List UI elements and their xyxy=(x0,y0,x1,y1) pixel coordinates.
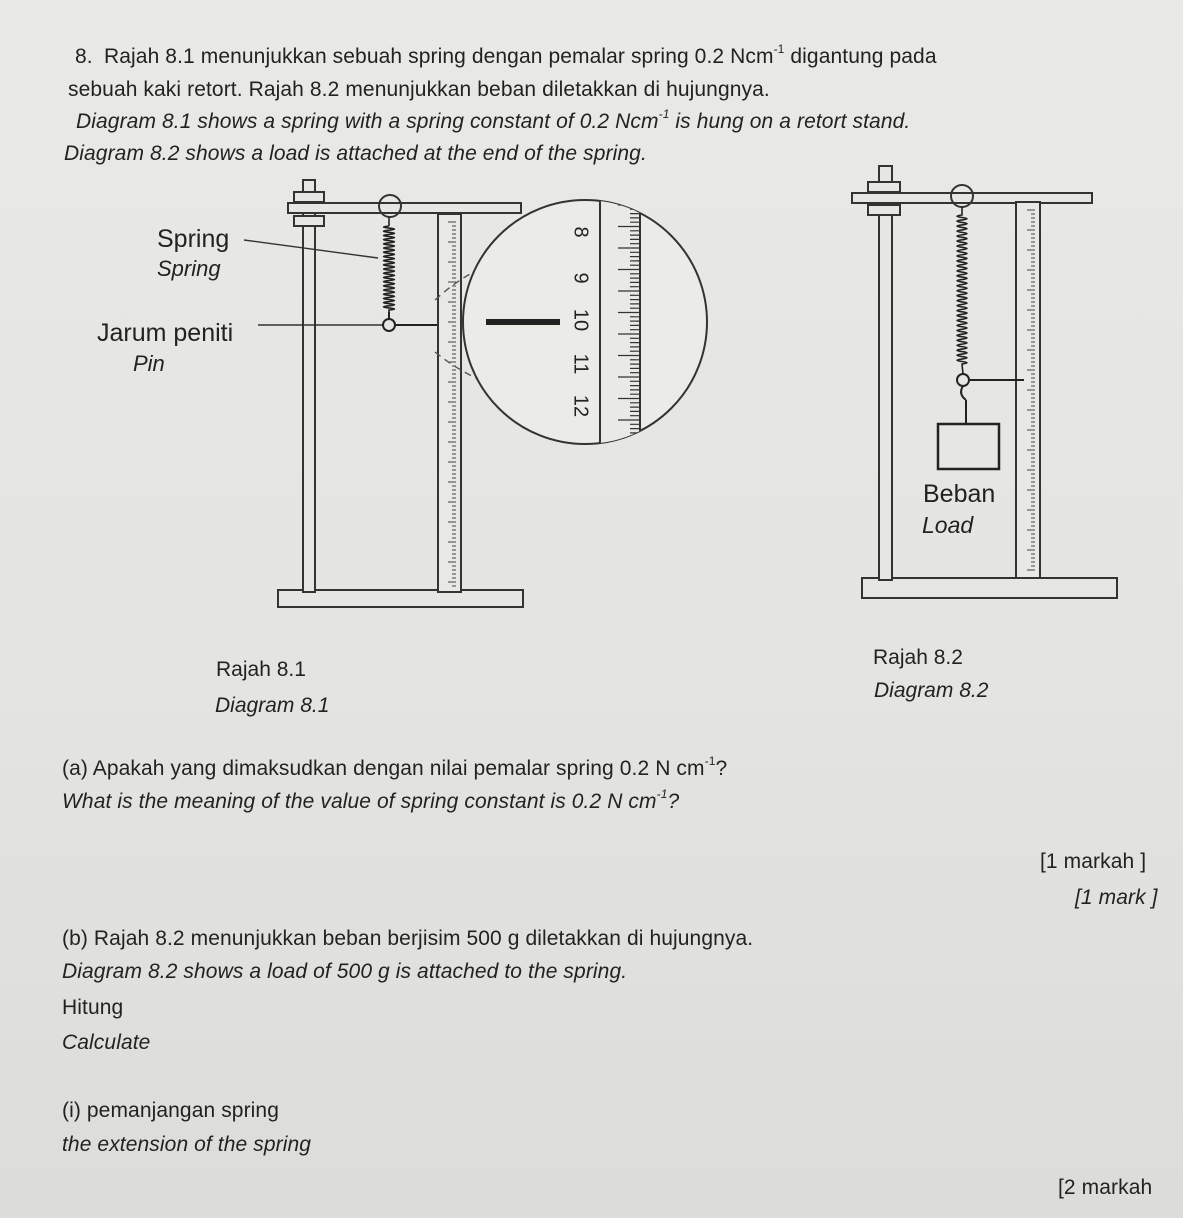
retort-rod-2 xyxy=(879,166,892,580)
part-a-marks-english: [1 mark ] xyxy=(1075,886,1158,909)
intro-malay-1a: Rajah 8.1 menunjukkan sebuah spring dengan pemalar spring 0.2 Ncm xyxy=(104,45,774,68)
part-a-english-text: What is the meaning of the value of spring constant is 0.2 N cm xyxy=(62,790,657,813)
caption-diagram-2-malay: Rajah 8.2 xyxy=(873,646,963,669)
meter-rule-2 xyxy=(1016,202,1040,578)
caption-diagram-2-english: Diagram 8.2 xyxy=(874,679,989,702)
pin-2 xyxy=(957,374,1024,400)
label-spring-malay: Spring xyxy=(157,225,230,253)
scale-label-10: 10 xyxy=(569,308,592,332)
scale-label-11: 11 xyxy=(569,353,592,375)
intro-malay-1b: digantung pada xyxy=(784,45,937,68)
intro-malay-line-2: sebuah kaki retort. Rajah 8.2 menunjukkan beban diletakkan di hujungnya. xyxy=(68,78,770,101)
clamp-1-bottom xyxy=(294,216,324,226)
pin-1 xyxy=(383,312,438,331)
part-a-english-qmark: ? xyxy=(667,790,680,813)
calculate-english: Calculate xyxy=(62,1031,151,1054)
intro-english-1b: is hung on a retort stand. xyxy=(669,110,911,133)
part-a-english xyxy=(62,787,680,814)
unit-superscript: -1 xyxy=(656,787,668,801)
label-load-english: Load xyxy=(922,512,974,538)
calculate-malay: Hitung xyxy=(62,996,124,1019)
part-a-malay xyxy=(62,754,728,781)
clamp-1-top xyxy=(294,192,324,202)
label-spring-english: Spring xyxy=(157,256,221,281)
intro-english-1a: Diagram 8.1 shows a spring with a spring constant of 0.2 Ncm xyxy=(76,110,659,133)
unit-superscript: -1 xyxy=(658,107,670,121)
unit-superscript: -1 xyxy=(773,42,785,56)
part-a-malay-text: (a) Apakah yang dimaksudkan dengan nilai pemalar spring 0.2 N cm xyxy=(62,757,705,780)
label-pin-english: Pin xyxy=(133,351,165,376)
intro-english-line-2: Diagram 8.2 shows a load is attached at the end of the spring. xyxy=(64,142,647,165)
scale-label-9: 9 xyxy=(569,272,592,284)
caption-diagram-1-english: Diagram 8.1 xyxy=(215,694,330,717)
scale-label-8: 8 xyxy=(569,226,592,238)
sub-i-malay: (i) pemanjangan spring xyxy=(62,1099,279,1122)
spring-2 xyxy=(957,207,967,374)
part-b-marks-malay: [2 markah xyxy=(1058,1176,1153,1199)
sub-i-english: the extension of the spring xyxy=(62,1133,312,1156)
part-b-malay: (b) Rajah 8.2 menunjukkan beban berjisim 500 g diletakkan di hujungnya. xyxy=(62,927,754,950)
load-mass xyxy=(938,400,999,469)
label-load-malay: Beban xyxy=(923,480,996,508)
unit-superscript: -1 xyxy=(704,754,716,768)
retort-rod-1 xyxy=(303,180,315,592)
part-a-malay-qmark: ? xyxy=(715,757,728,780)
clamp-2-top xyxy=(868,182,900,192)
label-pin-malay: Jarum peniti xyxy=(97,319,234,347)
part-a-marks-malay: [1 markah ] xyxy=(1040,850,1147,873)
spring-1 xyxy=(384,217,395,319)
retort-arm-1 xyxy=(288,203,521,213)
question-number: 8. xyxy=(75,45,93,68)
magnified-scale xyxy=(463,190,707,460)
retort-stand-2 xyxy=(852,166,1117,598)
clamp-2-bottom xyxy=(868,205,900,215)
caption-diagram-1-malay: Rajah 8.1 xyxy=(216,658,306,681)
retort-base-2 xyxy=(862,578,1117,598)
scale-label-12: 12 xyxy=(569,394,592,418)
meter-rule-1 xyxy=(438,214,461,592)
part-b-english: Diagram 8.2 shows a load of 500 g is attached to the spring. xyxy=(62,960,628,983)
